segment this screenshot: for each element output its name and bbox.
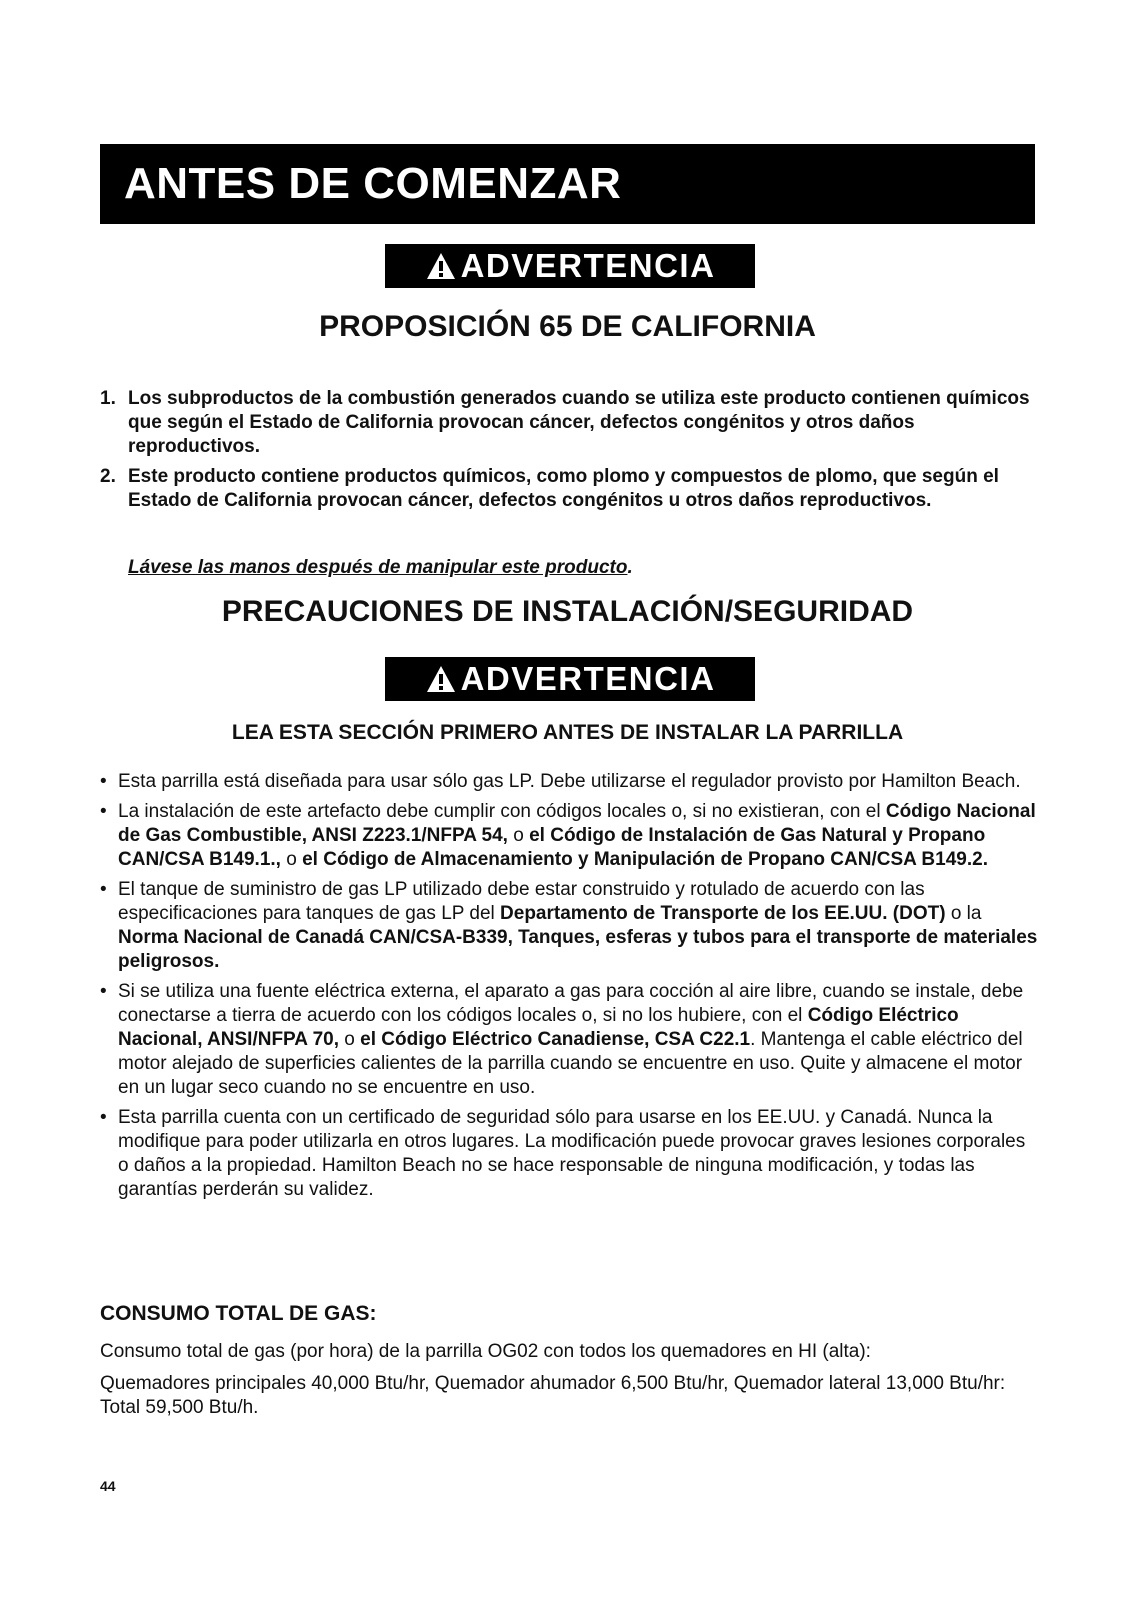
- prop65-list: [100, 387, 1035, 519]
- list-item: • El tanque de suministro de gas LP utilizado debe estar construido y rotulado de acuerdo con las especificaciones para tanques de gas LP del Departamento de Transporte de los EE.UU. (DOT) o la Norma Nacional de Canadá CAN/CSA-B339, Tanques, esferas y tubos para el transporte de materiales peligrosos.: [100, 879, 1038, 972]
- wash-hands-note: Lávese las manos después de manipular este producto.: [128, 557, 633, 578]
- gas-consumption-heading: CONSUMO TOTAL DE GAS:: [100, 1302, 377, 1325]
- list-item: • La instalación de este artefacto debe cumplir con códigos locales o, si no existieran, con el Código Nacional de Gas Combustible, ANSI Z223.1/NFPA 54, o el Código de Instalación de Gas Natural y Propano CAN/CSA B149.1., o el Código de Almacenamiento y Manipulación de Propano CAN/CSA B149.2.: [100, 801, 1036, 870]
- safety-heading: PRECAUCIONES DE INSTALACIÓN/SEGURIDAD: [221, 595, 914, 628]
- list-item: • Si se utiliza una fuente eléctrica externa, el aparato a gas para cocción al aire libre, cuando se instale, debe conectarse a tierra de acuerdo con los códigos locales o, si no los hubiere, con el Código Eléctrico Nacional, ANSI/NFPA 70, o el Código Eléctrico Canadiense, CSA C22.1. Mantenga el cable eléctrico del motor alejado de superficies calientes de la parrilla cuando se encuentre en uso. Quite y almacene el motor en un lugar seco cuando no se encuentre en uso.: [100, 981, 1024, 1098]
- list-item: • Esta parrilla está diseñada para usar sólo gas LP. Debe utilizarse el regulador provisto por Hamilton Beach.: [100, 771, 1021, 792]
- list-item: 1. Los subproductos de la combustión generados cuando se utiliza este producto contienen químicos que según el Estado de California provocan cáncer, defectos congénitos y otros daños reproductivos.: [100, 388, 1030, 457]
- gas-consumption-intro: Consumo total de gas (por hora) de la parrilla OG02 con todos los quemadores en HI (alta):: [100, 1341, 871, 1362]
- prop65-heading: PROPOSICIÓN 65 DE CALIFORNIA: [319, 310, 816, 343]
- section-title-bar: [100, 144, 1035, 224]
- list-item: • Esta parrilla cuenta con un certificado de seguridad sólo para usarse en los EE.UU. y Canadá. Nunca la modifique para poder utilizarla en otros lugares. La modificación puede provocar graves lesiones corporales o daños a la propiedad. Hamilton Beach no se hace responsable de ninguna modificación, y todas las garantías perderán su validez.: [100, 1107, 1026, 1200]
- warning-triangle-icon: [425, 251, 457, 281]
- warning-label: ADVERTENCIA: [460, 247, 716, 284]
- warning-label: ADVERTENCIA: [460, 660, 716, 697]
- warning-banner-prop65: [385, 244, 755, 288]
- page-number: 44: [100, 1478, 116, 1494]
- list-item: 2. Este producto contiene productos químicos, como plomo y compuestos de plomo, que según el Estado de California provocan cáncer, defectos congénitos u otros daños reproductivos.: [100, 466, 999, 511]
- warning-banner-safety: [385, 657, 755, 701]
- warning-triangle-icon: [425, 664, 457, 694]
- safety-subheading: LEA ESTA SECCIÓN PRIMERO ANTES DE INSTALAR LA PARRILLA: [231, 721, 904, 744]
- page-title: ANTES DE COMENZAR: [124, 159, 622, 208]
- gas-consumption-values: Quemadores principales 40,000 Btu/hr, Quemador ahumador 6,500 Btu/hr, Quemador lateral 13,000 Btu/hr: Total 59,500 Btu/h.: [100, 1373, 1006, 1418]
- safety-bullets: [100, 770, 1040, 1208]
